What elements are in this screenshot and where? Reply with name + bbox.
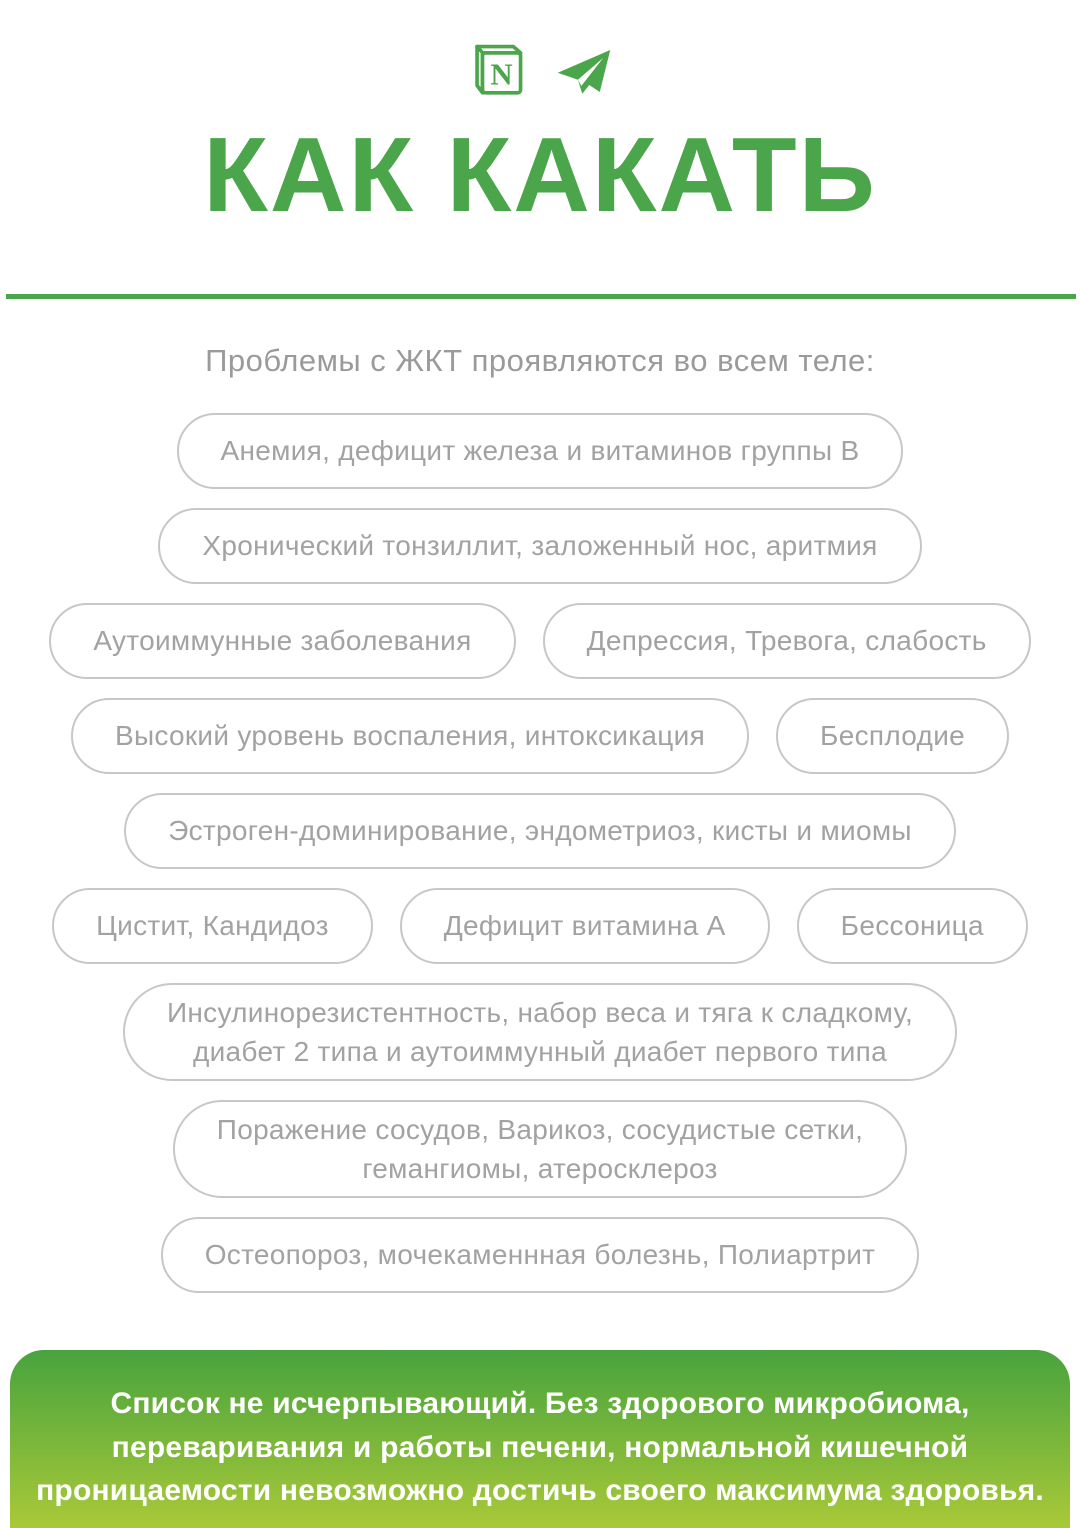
footer-line: Список не исчерпывающий. Без здорового микробиома, (110, 1387, 970, 1420)
subtitle: Проблемы с ЖКТ проявляются во всем теле: (205, 343, 875, 378)
notion-icon (468, 42, 526, 100)
pill-tonsillitis: Хронический тонзиллит, заложенный нос, аритмия (158, 508, 921, 584)
svg-text:N: N (490, 57, 513, 92)
pill-row (173, 1100, 907, 1198)
footer-line: переваривания и работы печени, нормальной кишечной (111, 1430, 969, 1464)
pill-row (158, 508, 921, 584)
pill-inflammation: Высокий уровень воспаления, интоксикация (71, 698, 749, 774)
pill-row (161, 1217, 920, 1293)
pill-row (123, 983, 957, 1081)
pill-insulin-resistance: Инсулинорезистентность, набор веса и тяга к сладкому, диабет 2 типа и аутоиммунный диабет первого типа (123, 983, 957, 1081)
pill-infertility: Бесплодие (776, 698, 1009, 774)
pill-row (49, 603, 1030, 679)
footer-note (10, 1350, 1070, 1528)
footer-line: проницаемости невозможно достичь своего максимума здоровья. (36, 1474, 1044, 1507)
pill-row (177, 413, 904, 489)
pill-anemia: Анемия, дефицит железа и витаминов группы B (177, 413, 904, 489)
pill-vascular: Поражение сосудов, Варикоз, сосудистые сетки, гемангиомы, атеросклероз (173, 1100, 907, 1198)
divider-line (6, 294, 1076, 299)
header-icons (0, 0, 1080, 100)
pill-insomnia: Бессоница (797, 888, 1028, 964)
symptom-pill-list (0, 413, 1080, 1293)
pill-row (124, 793, 956, 869)
pill-vitamin-a: Дефицит витамина А (400, 888, 770, 964)
pill-depression: Депрессия, Тревога, слабость (543, 603, 1031, 679)
pill-osteoporosis: Остеопороз, мочекаменнная болезнь, Полиартрит (161, 1217, 920, 1293)
pill-row (71, 698, 1009, 774)
pill-cystitis: Цистит, Кандидоз (52, 888, 373, 964)
pill-estrogen: Эстроген-доминирование, эндометриоз, кисты и миомы (124, 793, 956, 869)
telegram-icon (556, 46, 612, 96)
pill-autoimmune: Аутоиммунные заболевания (49, 603, 515, 679)
pill-row (52, 888, 1028, 964)
page-title: КАК КАКАТЬ (203, 116, 877, 234)
